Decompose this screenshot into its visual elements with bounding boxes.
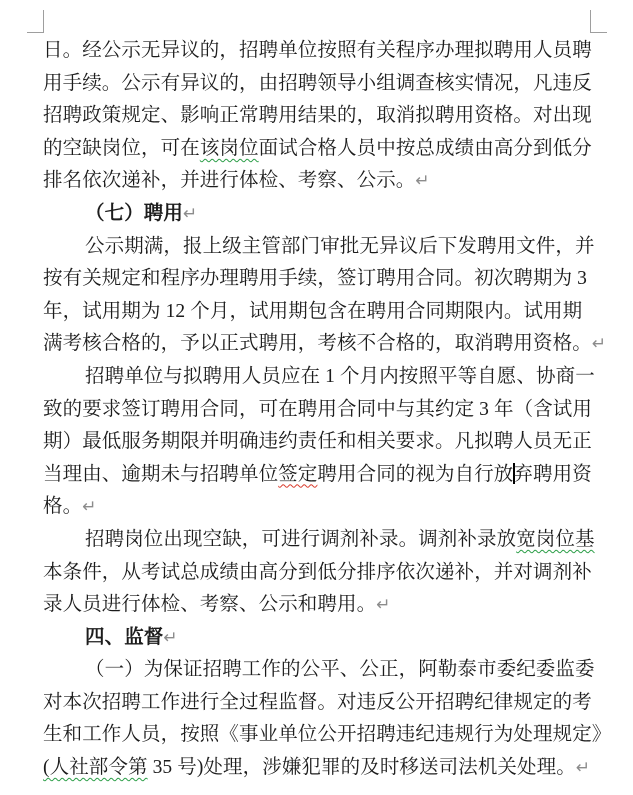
text-run: 期）最低服务期限并明确违约责任和相关要求。凡拟聘人员无正 bbox=[43, 431, 592, 453]
heading-line[interactable] bbox=[43, 198, 618, 231]
paragraph-mark-icon: ↵ bbox=[163, 627, 178, 648]
text-run: 聘用合同的视为自行放 bbox=[317, 463, 514, 485]
text-line[interactable] bbox=[43, 328, 618, 361]
text-run: 的空缺岗位，可在 bbox=[43, 137, 200, 159]
text-run: 格。 bbox=[43, 496, 83, 518]
text-line[interactable] bbox=[43, 100, 618, 133]
text-line[interactable] bbox=[43, 752, 618, 785]
text-line[interactable] bbox=[43, 589, 618, 622]
text-run: 招聘政策规定、影响正常聘用结果的，取消拟聘用资格。对出现 bbox=[43, 105, 592, 127]
margin-crop-mark-top-right-icon bbox=[590, 10, 607, 33]
text-line[interactable] bbox=[43, 491, 618, 524]
text-run: 致的要求签订聘用合同，可在聘用合同中与其约定 3 年（含试用 bbox=[43, 398, 593, 420]
paragraph-mark-icon: ↵ bbox=[376, 595, 391, 616]
text-run: 年，试用期为 12 个月，试用期包含在聘用合同期限内。试用期 bbox=[43, 300, 583, 322]
text-run: 四、监督 bbox=[85, 626, 164, 648]
text-line[interactable] bbox=[43, 719, 618, 752]
text-line[interactable] bbox=[43, 426, 618, 459]
text-run: 招聘岗位出现空缺，可进行调剂补录。调剂补录放 bbox=[85, 528, 517, 550]
paragraph-mark-icon: ↵ bbox=[575, 758, 591, 779]
text-run: 录人员进行体检、考察、公示和聘用。 bbox=[43, 594, 377, 616]
text-line[interactable] bbox=[43, 687, 618, 720]
text-run: 生和工作人员，按照《事业单位公开招聘违纪违规行为处理规定》 bbox=[43, 724, 612, 746]
grammar-flagged-text: 宽岗位基 bbox=[516, 528, 595, 550]
grammar-flagged-text: 该岗位 bbox=[199, 137, 259, 159]
text-line[interactable] bbox=[43, 165, 618, 198]
paragraph-mark-icon: ↵ bbox=[82, 497, 97, 518]
text-run: 当理由、逾期未与招聘单位 bbox=[43, 463, 279, 485]
spelling-flagged-text: 签定 bbox=[278, 463, 318, 485]
text-line[interactable] bbox=[43, 68, 618, 101]
text-line[interactable] bbox=[43, 459, 618, 492]
document-text-area[interactable] bbox=[43, 35, 618, 785]
text-run: 招聘单位与拟聘用人员应在 1 个月内按照平等自愿、协商一 bbox=[85, 365, 595, 387]
text-line[interactable] bbox=[43, 263, 618, 296]
text-line[interactable] bbox=[43, 524, 618, 557]
text-line[interactable] bbox=[43, 231, 618, 264]
text-run: 35 号)处理，涉嫌犯罪的及时移送司法机关处理。 bbox=[147, 757, 576, 779]
text-run: 本条件，从考试总成绩由高分到低分排序依次递补，并对调剂补 bbox=[43, 561, 592, 583]
text-run: （七）聘用 bbox=[85, 202, 184, 224]
text-run: 面试合格人员中按总成绩由高分到低分 bbox=[258, 137, 592, 159]
text-run: 弃聘用资 bbox=[513, 463, 592, 485]
text-line[interactable] bbox=[43, 133, 618, 166]
text-run: 日。经公示无异议的，招聘单位按照有关程序办理拟聘用人员聘 bbox=[43, 40, 592, 61]
grammar-flagged-text: (人社部令第 bbox=[43, 757, 148, 779]
text-run: 按有关规定和程序办理聘用手续，签订聘用合同。初次聘期为 3 bbox=[43, 268, 588, 290]
text-run: （一）为保证招聘工作的公平、公正，阿勒泰市委纪委监委 bbox=[85, 659, 595, 681]
text-line[interactable] bbox=[43, 361, 618, 394]
text-run: 满考核合格的，予以正式聘用，考核不合格的，取消聘用资格。 bbox=[43, 333, 592, 355]
margin-crop-mark-top-left-icon bbox=[27, 10, 44, 33]
text-line[interactable] bbox=[43, 296, 618, 329]
text-run: 公示期满，报上级主管部门审批无异议后下发聘用文件，并 bbox=[85, 235, 595, 257]
paragraph-mark-icon: ↵ bbox=[415, 171, 430, 192]
text-line[interactable] bbox=[43, 35, 618, 68]
text-run: 对本次招聘工作进行全过程监督。对违反公开招聘纪律规定的考 bbox=[43, 691, 592, 713]
text-run: 用手续。公示有异议的，由招聘领导小组调查核实情况，凡违反 bbox=[43, 72, 592, 94]
text-line[interactable] bbox=[43, 557, 618, 590]
paragraph-mark-icon: ↵ bbox=[183, 203, 198, 224]
heading-line[interactable] bbox=[43, 622, 618, 655]
text-run: 排名依次递补，并进行体检、考察、公示。 bbox=[43, 170, 416, 192]
text-line[interactable] bbox=[43, 394, 618, 427]
text-line[interactable] bbox=[43, 654, 618, 687]
paragraph-mark-icon: ↵ bbox=[591, 334, 607, 355]
